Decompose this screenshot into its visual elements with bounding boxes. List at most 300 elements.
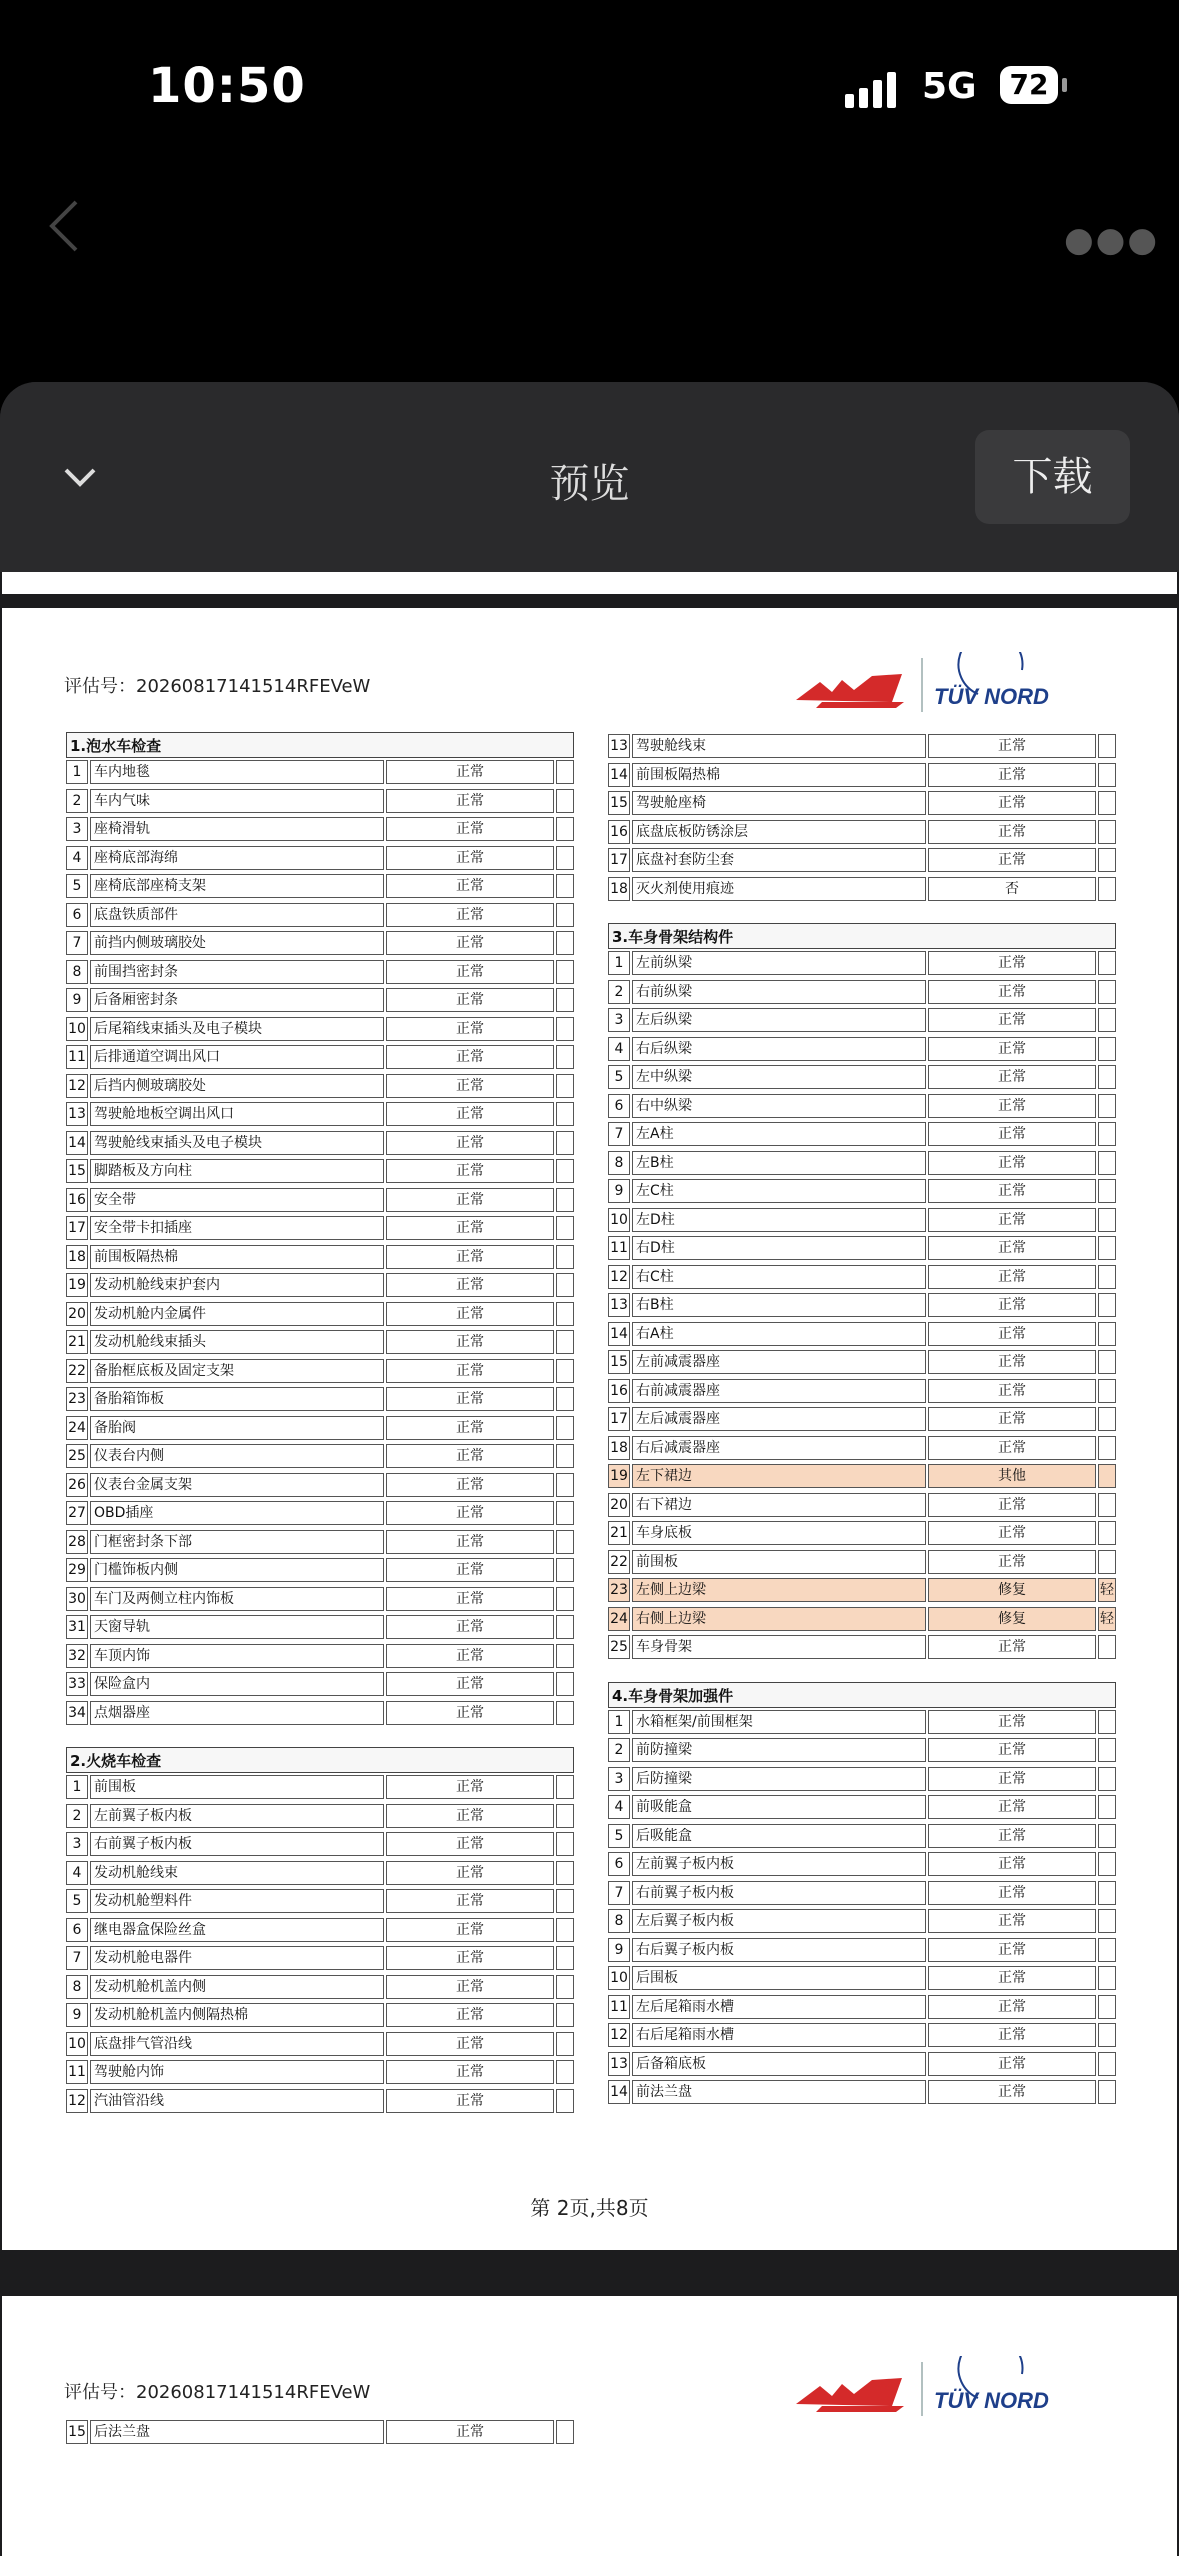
item-result: 正常 xyxy=(928,1824,1096,1848)
item-name: 驾驶舱线束 xyxy=(632,734,926,758)
row-number: 15 xyxy=(608,1350,630,1374)
item-name: 发动机舱线束 xyxy=(90,1861,384,1885)
item-degree xyxy=(1098,1208,1116,1232)
item-name: 右后翼子板内板 xyxy=(632,1938,926,1962)
item-degree xyxy=(1098,877,1116,901)
item-result: 正常 xyxy=(928,1881,1096,1905)
item-degree xyxy=(1098,1795,1116,1819)
item-degree xyxy=(1098,1065,1116,1089)
table-row xyxy=(608,1736,1116,1765)
item-name: 前围挡密封条 xyxy=(90,960,384,984)
item-result: 正常 xyxy=(386,1245,554,1269)
table-row xyxy=(608,789,1116,818)
item-result: 正常 xyxy=(928,1407,1096,1431)
item-name: 左后减震器座 xyxy=(632,1407,926,1431)
item-degree xyxy=(1098,1436,1116,1460)
table-row xyxy=(608,949,1116,978)
table-row xyxy=(608,1263,1116,1292)
row-number: 1 xyxy=(66,1775,88,1799)
row-number: 2 xyxy=(66,789,88,813)
row-number: 2 xyxy=(66,1804,88,1828)
item-result: 正常 xyxy=(386,1832,554,1856)
item-name: 右A柱 xyxy=(632,1322,926,1346)
item-degree xyxy=(1098,1293,1116,1317)
item-name: 左下裙边 xyxy=(632,1464,926,1488)
item-name: 车内地毯 xyxy=(90,760,384,784)
tuv-nord-logo xyxy=(792,652,1052,722)
table-row xyxy=(66,1129,574,1158)
item-result: 正常 xyxy=(928,1938,1096,1962)
item-name: 左后翼子板内板 xyxy=(632,1909,926,1933)
item-degree xyxy=(1098,1322,1116,1346)
row-number: 18 xyxy=(608,1436,630,1460)
item-result: 正常 xyxy=(928,1208,1096,1232)
table-row xyxy=(66,1887,574,1916)
table-row xyxy=(66,1300,574,1329)
table-row xyxy=(66,2001,574,2030)
item-degree xyxy=(556,1701,574,1725)
item-name: 前防撞梁 xyxy=(632,1738,926,1762)
item-result: 正常 xyxy=(928,2080,1096,2104)
row-number: 17 xyxy=(608,1407,630,1431)
item-name: 后备厢密封条 xyxy=(90,988,384,1012)
item-name: 安全带卡扣插座 xyxy=(90,1216,384,1240)
table-row xyxy=(608,2078,1116,2107)
item-name: 右前翼子板内板 xyxy=(632,1881,926,1905)
item-degree xyxy=(556,931,574,955)
row-number: 5 xyxy=(66,1889,88,1913)
table-row xyxy=(66,1100,574,1129)
item-result: 正常 xyxy=(386,1918,554,1942)
row-number: 1 xyxy=(608,951,630,975)
item-result: 正常 xyxy=(386,1045,554,1069)
item-name: 右后纵梁 xyxy=(632,1037,926,1061)
item-degree xyxy=(556,1216,574,1240)
item-result: 正常 xyxy=(386,1188,554,1212)
table-row xyxy=(608,1177,1116,1206)
item-name: 左前翼子板内板 xyxy=(632,1852,926,1876)
table-row xyxy=(66,1699,574,1728)
table-section xyxy=(608,923,1116,1662)
sheet-header xyxy=(0,382,1179,572)
table-row xyxy=(608,1320,1116,1349)
row-number: 3 xyxy=(66,1832,88,1856)
table-row xyxy=(608,1708,1116,1737)
item-result: 正常 xyxy=(928,1767,1096,1791)
table-section xyxy=(608,1682,1116,2107)
table-row xyxy=(608,1850,1116,1879)
table-row xyxy=(608,1291,1116,1320)
item-name: 左前减震器座 xyxy=(632,1350,926,1374)
tuv-nord-logo xyxy=(792,2356,1052,2426)
row-number: 8 xyxy=(66,960,88,984)
table-row xyxy=(66,1973,574,2002)
table-row xyxy=(66,1414,574,1443)
row-number: 19 xyxy=(66,1273,88,1297)
item-name: 仪表台内侧 xyxy=(90,1444,384,1468)
row-number: 7 xyxy=(608,1122,630,1146)
item-result: 正常 xyxy=(386,960,554,984)
item-name: 后吸能盒 xyxy=(632,1824,926,1848)
item-result: 正常 xyxy=(928,1710,1096,1734)
item-name: 右B柱 xyxy=(632,1293,926,1317)
section-title: 4.车身骨架加强件 xyxy=(608,1682,1116,1708)
item-result: 正常 xyxy=(928,1635,1096,1659)
item-name: 备胎箱饰板 xyxy=(90,1387,384,1411)
table-row xyxy=(66,1328,574,1357)
item-degree xyxy=(556,1245,574,1269)
item-name: 驾驶舱地板空调出风口 xyxy=(90,1102,384,1126)
item-degree xyxy=(1098,1464,1116,1488)
item-result: 正常 xyxy=(928,820,1096,844)
item-name: 安全带 xyxy=(90,1188,384,1212)
item-degree xyxy=(1098,1094,1116,1118)
table-row xyxy=(608,1149,1116,1178)
table-row xyxy=(608,1063,1116,1092)
item-degree xyxy=(556,1975,574,1999)
row-number: 24 xyxy=(608,1607,630,1631)
row-number: 3 xyxy=(66,817,88,841)
row-number: 14 xyxy=(608,763,630,787)
right-column xyxy=(608,732,1116,2107)
item-name: 发动机舱塑料件 xyxy=(90,1889,384,1913)
table-row xyxy=(608,1006,1116,1035)
table-row xyxy=(608,1434,1116,1463)
item-result: 正常 xyxy=(386,1131,554,1155)
row-number: 17 xyxy=(66,1216,88,1240)
row-number: 5 xyxy=(66,874,88,898)
item-degree xyxy=(556,1775,574,1799)
row-number: 25 xyxy=(66,1444,88,1468)
table-section xyxy=(608,732,1116,903)
table-row xyxy=(608,2021,1116,2050)
row-number: 9 xyxy=(608,1179,630,1203)
item-name: 左A柱 xyxy=(632,1122,926,1146)
table-row xyxy=(66,986,574,1015)
item-result: 正常 xyxy=(386,1530,554,1554)
table-row xyxy=(66,1556,574,1585)
item-name: 右后尾箱雨水槽 xyxy=(632,2023,926,2047)
row-number: 7 xyxy=(66,931,88,955)
item-result: 正常 xyxy=(386,1444,554,1468)
item-degree: 轻 xyxy=(1098,1578,1116,1602)
item-result: 正常 xyxy=(386,1889,554,1913)
item-degree xyxy=(556,2032,574,2056)
previous-page-edge xyxy=(2,572,1177,594)
back-arrow-icon[interactable] xyxy=(44,196,84,256)
table-row xyxy=(66,958,574,987)
item-degree xyxy=(1098,980,1116,1004)
item-result: 正常 xyxy=(386,846,554,870)
item-degree xyxy=(1098,1767,1116,1791)
item-name: 左后尾箱雨水槽 xyxy=(632,1995,926,2019)
item-degree xyxy=(556,1558,574,1582)
item-name: 前吸能盒 xyxy=(632,1795,926,1819)
item-degree xyxy=(1098,951,1116,975)
item-result: 正常 xyxy=(386,2060,554,2084)
item-name: 左前翼子板内板 xyxy=(90,1804,384,1828)
row-number: 11 xyxy=(608,1995,630,2019)
item-name: 左D柱 xyxy=(632,1208,926,1232)
row-number: 20 xyxy=(608,1493,630,1517)
download-button[interactable]: 下载 xyxy=(975,430,1130,524)
item-name: 左中纵梁 xyxy=(632,1065,926,1089)
item-result: 正常 xyxy=(386,789,554,813)
item-result: 正常 xyxy=(386,1387,554,1411)
item-name: 前挡内侧玻璃胶处 xyxy=(90,931,384,955)
table-row xyxy=(66,1944,574,1973)
row-number: 12 xyxy=(66,1074,88,1098)
table-row xyxy=(66,1271,574,1300)
table-row xyxy=(608,2050,1116,2079)
item-degree xyxy=(556,1188,574,1212)
next-page-table xyxy=(66,2418,574,2447)
item-degree xyxy=(1098,1550,1116,1574)
row-number: 17 xyxy=(608,848,630,872)
item-result: 正常 xyxy=(928,1350,1096,1374)
item-result: 正常 xyxy=(928,1493,1096,1517)
row-number: 13 xyxy=(608,734,630,758)
row-number: 14 xyxy=(608,2080,630,2104)
item-degree xyxy=(556,2089,574,2113)
item-degree xyxy=(1098,1966,1116,1990)
item-result: 正常 xyxy=(386,1558,554,1582)
item-result: 正常 xyxy=(928,951,1096,975)
item-result: 正常 xyxy=(386,1216,554,1240)
eval-number: 评估号：20260817141514RFEVeW xyxy=(64,2382,371,2403)
item-name: 驾驶舱座椅 xyxy=(632,791,926,815)
item-name: 后法兰盘 xyxy=(90,2420,384,2444)
item-degree xyxy=(556,1530,574,1554)
item-degree xyxy=(556,817,574,841)
item-name: 脚踏板及方向柱 xyxy=(90,1159,384,1183)
table-row xyxy=(608,1765,1116,1794)
item-name: 座椅底部海绵 xyxy=(90,846,384,870)
table-row xyxy=(66,1613,574,1642)
item-result: 正常 xyxy=(386,760,554,784)
cellular-signal-icon xyxy=(845,72,905,108)
item-degree xyxy=(1098,2052,1116,2076)
item-name: 前围板 xyxy=(632,1550,926,1574)
more-icon[interactable]: ●●● xyxy=(1064,220,1160,260)
item-degree xyxy=(556,1159,574,1183)
item-name: 发动机舱内金属件 xyxy=(90,1302,384,1326)
row-number: 3 xyxy=(608,1767,630,1791)
row-number: 2 xyxy=(608,980,630,1004)
row-number: 1 xyxy=(66,760,88,784)
table-section xyxy=(66,1747,574,2115)
table-row xyxy=(66,787,574,816)
item-result: 正常 xyxy=(386,1946,554,1970)
left-column xyxy=(66,732,574,2115)
row-number: 18 xyxy=(66,1245,88,1269)
table-row xyxy=(66,1385,574,1414)
item-result: 正常 xyxy=(386,1587,554,1611)
item-result: 正常 xyxy=(928,1995,1096,2019)
item-name: 左前纵梁 xyxy=(632,951,926,975)
table-row xyxy=(608,1234,1116,1263)
item-name: 汽油管沿线 xyxy=(90,2089,384,2113)
item-result: 正常 xyxy=(386,903,554,927)
row-number: 4 xyxy=(66,846,88,870)
item-name: 右前翼子板内板 xyxy=(90,1832,384,1856)
row-number: 8 xyxy=(608,1151,630,1175)
table-row xyxy=(66,758,574,787)
table-section xyxy=(66,732,574,1727)
item-name: 右侧上边梁 xyxy=(632,1607,926,1631)
row-number: 5 xyxy=(608,1065,630,1089)
table-row xyxy=(608,1120,1116,1149)
item-degree xyxy=(1098,1738,1116,1762)
item-result: 正常 xyxy=(928,1236,1096,1260)
item-name: 后防撞梁 xyxy=(632,1767,926,1791)
item-result: 正常 xyxy=(386,988,554,1012)
table-row xyxy=(66,1243,574,1272)
table-row xyxy=(608,1907,1116,1936)
table-row xyxy=(608,1519,1116,1548)
row-number: 8 xyxy=(66,1975,88,1999)
item-name: 发动机舱线束插头 xyxy=(90,1330,384,1354)
row-number: 24 xyxy=(66,1416,88,1440)
item-degree xyxy=(556,1416,574,1440)
row-number: 21 xyxy=(66,1330,88,1354)
table-row xyxy=(608,1348,1116,1377)
table-row xyxy=(66,1157,574,1186)
section-title: 1.泡水车检查 xyxy=(66,732,574,758)
item-degree xyxy=(556,2060,574,2084)
item-name: 驾驶舱线束插头及电子模块 xyxy=(90,1131,384,1155)
row-number: 13 xyxy=(608,2052,630,2076)
item-result: 正常 xyxy=(386,1302,554,1326)
item-result: 正常 xyxy=(928,1436,1096,1460)
item-result: 正常 xyxy=(386,2032,554,2056)
item-degree xyxy=(556,1273,574,1297)
item-result: 正常 xyxy=(386,1644,554,1668)
item-name: 底盘底板防锈涂层 xyxy=(632,820,926,844)
item-degree xyxy=(1098,1521,1116,1545)
item-result: 正常 xyxy=(386,2089,554,2113)
item-result: 正常 xyxy=(386,1273,554,1297)
row-number: 26 xyxy=(66,1473,88,1497)
row-number: 11 xyxy=(66,2060,88,2084)
item-degree xyxy=(1098,1008,1116,1032)
table-row xyxy=(608,846,1116,875)
item-result: 正常 xyxy=(386,2420,554,2444)
item-degree xyxy=(1098,1037,1116,1061)
row-number: 11 xyxy=(608,1236,630,1260)
row-number: 18 xyxy=(608,877,630,901)
item-degree xyxy=(556,1131,574,1155)
row-number: 12 xyxy=(66,2089,88,2113)
item-result: 正常 xyxy=(386,1701,554,1725)
item-degree xyxy=(556,903,574,927)
item-name: 仪表台金属支架 xyxy=(90,1473,384,1497)
item-degree xyxy=(556,1444,574,1468)
table-row xyxy=(66,1916,574,1945)
item-result: 正常 xyxy=(928,1738,1096,1762)
table-row xyxy=(608,1993,1116,2022)
table-row xyxy=(66,1499,574,1528)
item-result: 正常 xyxy=(928,2052,1096,2076)
item-name: 发动机舱机盖内侧 xyxy=(90,1975,384,1999)
item-degree xyxy=(556,1889,574,1913)
table-row xyxy=(66,815,574,844)
item-result: 正常 xyxy=(386,1159,554,1183)
item-degree xyxy=(556,1387,574,1411)
item-name: 底盘排气管沿线 xyxy=(90,2032,384,2056)
item-degree xyxy=(1098,1881,1116,1905)
item-degree xyxy=(1098,2080,1116,2104)
logo-text: TÜV NORD xyxy=(934,2388,1049,2413)
item-name: 座椅底部座椅支架 xyxy=(90,874,384,898)
item-name: 水箱框架/前围框架 xyxy=(632,1710,926,1734)
row-number: 9 xyxy=(608,1938,630,1962)
table-row xyxy=(66,1043,574,1072)
item-name: 前围板隔热棉 xyxy=(632,763,926,787)
row-number: 10 xyxy=(66,1017,88,1041)
table-row xyxy=(608,1605,1116,1634)
item-degree xyxy=(1098,1350,1116,1374)
row-number: 30 xyxy=(66,1587,88,1611)
table-row xyxy=(66,1015,574,1044)
item-degree xyxy=(1098,1710,1116,1734)
item-result: 正常 xyxy=(386,1074,554,1098)
table-row xyxy=(608,818,1116,847)
item-name: 左C柱 xyxy=(632,1179,926,1203)
item-result: 正常 xyxy=(928,1966,1096,1990)
row-number: 15 xyxy=(66,2420,88,2444)
item-name: 底盘衬套防尘套 xyxy=(632,848,926,872)
table-row xyxy=(66,2058,574,2087)
item-degree xyxy=(1098,1852,1116,1876)
item-name: 备胎框底板及固定支架 xyxy=(90,1359,384,1383)
row-number: 22 xyxy=(608,1550,630,1574)
item-result: 正常 xyxy=(386,931,554,955)
item-result: 正常 xyxy=(386,817,554,841)
item-result: 正常 xyxy=(386,1017,554,1041)
table-row xyxy=(66,1585,574,1614)
item-name: 后围板 xyxy=(632,1966,926,1990)
table-row xyxy=(608,1879,1116,1908)
item-name: 右后减震器座 xyxy=(632,1436,926,1460)
row-number: 6 xyxy=(608,1852,630,1876)
table-row xyxy=(66,1442,574,1471)
row-number: 5 xyxy=(608,1824,630,1848)
item-degree xyxy=(1098,1179,1116,1203)
item-result: 正常 xyxy=(928,1151,1096,1175)
row-number: 1 xyxy=(608,1710,630,1734)
item-result: 正常 xyxy=(928,1521,1096,1545)
item-degree xyxy=(556,2420,574,2444)
item-name: 驾驶舱内饰 xyxy=(90,2060,384,2084)
item-name: 发动机舱电器件 xyxy=(90,1946,384,1970)
row-number: 11 xyxy=(66,1045,88,1069)
item-result: 正常 xyxy=(928,1293,1096,1317)
preview-sheet xyxy=(0,382,1179,2556)
item-degree xyxy=(1098,1493,1116,1517)
row-number: 22 xyxy=(66,1359,88,1383)
table-row xyxy=(66,2030,574,2059)
table-row xyxy=(66,1471,574,1500)
item-degree xyxy=(556,1644,574,1668)
item-degree xyxy=(556,1359,574,1383)
item-degree xyxy=(556,1045,574,1069)
item-result: 正常 xyxy=(386,2003,554,2027)
table-row xyxy=(608,1491,1116,1520)
item-name: 车内气味 xyxy=(90,789,384,813)
table-row xyxy=(608,1633,1116,1662)
item-name: 继电器盒保险丝盒 xyxy=(90,1918,384,1942)
